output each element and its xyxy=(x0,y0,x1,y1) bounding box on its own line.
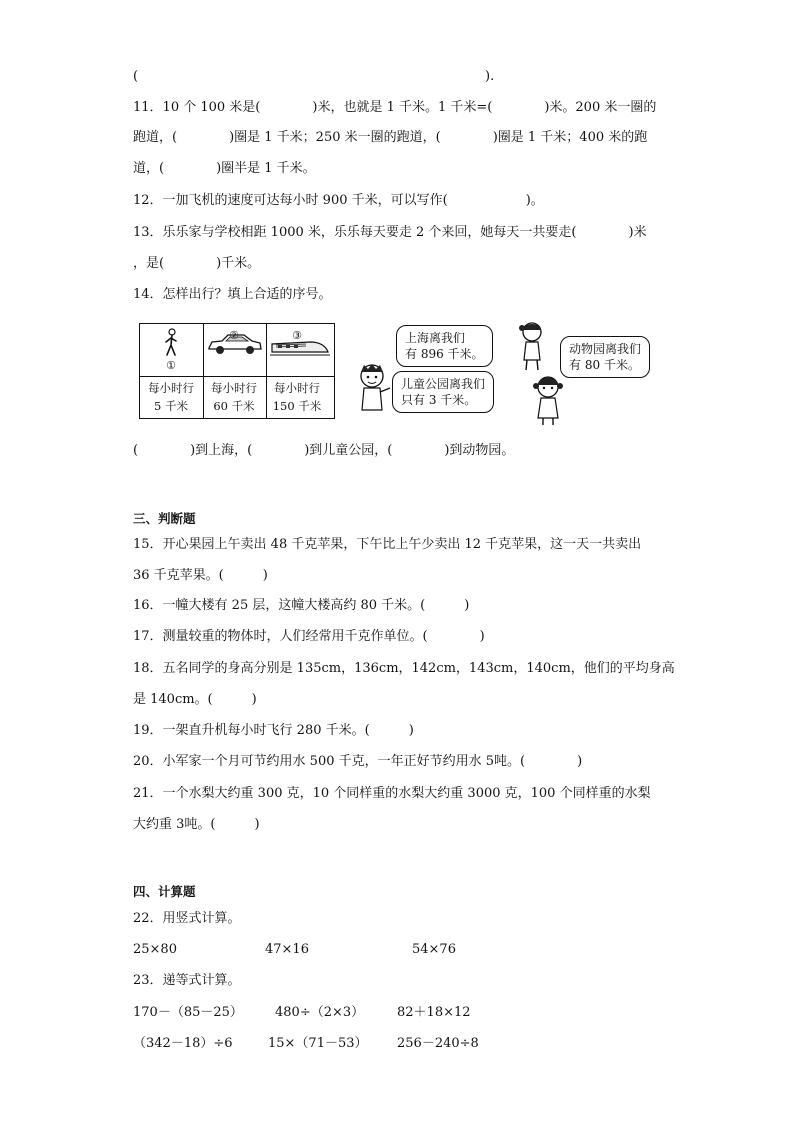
q22-item-3: 54×76 xyxy=(412,942,456,957)
walking-person-icon xyxy=(160,328,184,360)
option-1-number: ① xyxy=(166,359,176,372)
q11-line3: 道，( )圈半是 1 千米。 xyxy=(133,161,316,176)
girl-figure-2-icon xyxy=(528,374,568,426)
q12: 12．一加飞机的速度可达每小时 900 千米，可以写作( )。 xyxy=(133,193,544,208)
q23-item-1: 170－（85－25） xyxy=(133,1005,243,1020)
section4-title: 四、计算题 xyxy=(133,884,196,899)
option-2-number: ② xyxy=(229,329,239,342)
q23: 23．递等式计算。 xyxy=(133,973,241,988)
option-3-speed-value: 150 千米 xyxy=(272,399,322,413)
bubble-zoo: 动物园离我们 有 80 千米。 xyxy=(560,336,650,378)
q22: 22．用竖式计算。 xyxy=(133,911,241,926)
q22-item-2: 47×16 xyxy=(265,942,309,957)
girl-figure-icon xyxy=(512,320,546,372)
q23-item-3: 82＋18×12 xyxy=(397,1005,471,1020)
section3-title: 三、判断题 xyxy=(133,511,196,526)
option-2-speed-label: 每小时行 xyxy=(211,381,257,395)
q15-line1: 15．开心果园上午卖出 48 千克苹果，下午比上午少卖出 12 千克苹果，这一天一共卖出 xyxy=(133,537,642,552)
option-2-speed-value: 60 千米 xyxy=(213,399,255,413)
q11-line2: 跑道，( )圈是 1 千米；250 米一圈的跑道，( )圈是 1 千米；400 米的跑 xyxy=(133,130,648,145)
q18-line2: 是 140cm。( ) xyxy=(133,692,257,707)
q21-line2: 大约重 3吨。( ) xyxy=(133,817,260,832)
option-3-number: ③ xyxy=(292,329,302,342)
transport-table xyxy=(139,323,335,419)
q15-line2: 36 千克苹果。( ) xyxy=(133,568,268,583)
q14-title: 14．怎样出行？填上合适的序号。 xyxy=(133,287,332,302)
q23-item-4: （342－18）÷6 xyxy=(133,1036,233,1051)
q10-answer-close: ). xyxy=(485,69,495,84)
q23-item-5: 15×（71－53） xyxy=(268,1036,368,1051)
q20: 20．小军家一个月可节约用水 500 千克，一年正好节约用水 5吨。( ) xyxy=(133,754,583,769)
bubble-shanghai: 上海离我们 有 896 千米。 xyxy=(396,325,493,367)
option-1-speed-label: 每小时行 xyxy=(148,381,194,395)
q16: 16．一幢大楼有 25 层，这幢大楼高约 80 千米。( ) xyxy=(133,598,470,613)
option-3-speed-label: 每小时行 xyxy=(274,381,320,395)
q19: 19．一架直升机每小时飞行 280 千米。( ) xyxy=(133,723,414,738)
q13-line2: ，是( )千米。 xyxy=(133,256,261,271)
q14-answer: ( )到上海，( )到儿童公园，( )到动物园。 xyxy=(133,443,515,458)
bubble-childrens-park: 儿童公园离我们 只有 3 千米。 xyxy=(392,371,494,413)
q22-item-1: 25×80 xyxy=(133,942,177,957)
q23-item-6: 256－240÷8 xyxy=(397,1036,479,1051)
q17: 17．测量较重的物体时，人们经常用千克作单位。( ) xyxy=(133,629,485,644)
q18-line1: 18．五名同学的身高分别是 135cm，136cm，142cm，143cm，140cm，他们的平均身高 xyxy=(133,661,675,676)
q21-line1: 21．一个水梨大约重 300 克，10 个同样重的水梨大约重 3000 克，100 个同样重的水梨 xyxy=(133,786,651,801)
q23-item-2: 480÷（2×3） xyxy=(275,1005,365,1020)
boy-figure-icon xyxy=(352,362,392,420)
q13-line1: 13．乐乐家与学校相距 1000 米，乐乐每天要走 2 个来回，她每天一共要走( )米 xyxy=(133,225,647,240)
option-1-speed-value: 5 千米 xyxy=(154,399,188,413)
q10-answer-open: ( xyxy=(133,69,139,84)
q11-line1: 11．10 个 100 米是( )米，也就是 1 千米。1 千米=( )米。200 米一圈的 xyxy=(133,100,657,115)
